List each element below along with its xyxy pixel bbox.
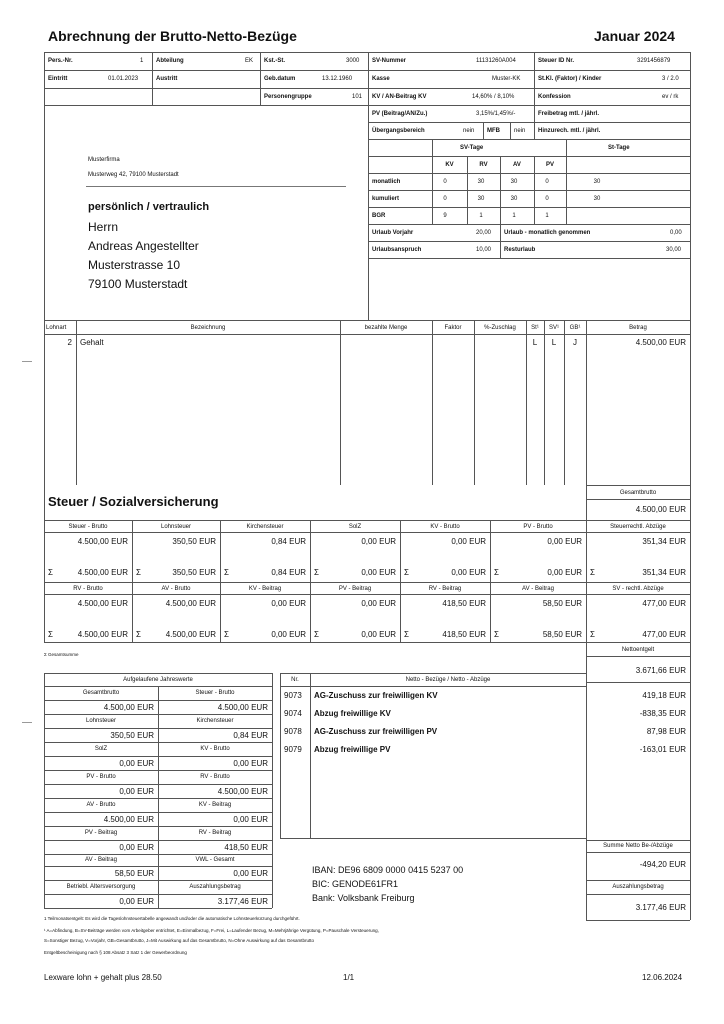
jw-label: RV - Brutto xyxy=(200,774,230,780)
recipient-salutation: Herrn xyxy=(88,220,119,234)
sigma: Σ xyxy=(314,568,319,577)
jahreswerte-title: Aufgelaufene Jahreswerte xyxy=(123,677,193,683)
jw-value: 418,50 EUR xyxy=(224,843,268,852)
sv-nummer: 11131260A004 xyxy=(476,58,516,64)
sigma: Σ xyxy=(404,568,409,577)
jw-value: 4.500,00 EUR xyxy=(103,703,154,712)
abteilung-label: Abteilung xyxy=(156,58,184,64)
sigma: Σ xyxy=(136,568,141,577)
sv-cell: 0 xyxy=(545,179,549,185)
austritt-label: Austritt xyxy=(156,76,178,82)
col-bezeichnung: Bezeichnung xyxy=(190,325,226,331)
jw-value: 0,84 EUR xyxy=(233,731,268,740)
val-steuer-brutto: 4.500,00 EUR xyxy=(77,537,128,546)
jw-label: AV - Brutto xyxy=(86,802,116,808)
jw-value: 4.500,00 EUR xyxy=(217,703,268,712)
hdr-pv-brutto: PV - Brutto xyxy=(523,524,553,530)
eintritt-label: Eintritt xyxy=(48,76,68,82)
sv-cell: 1 xyxy=(479,213,483,219)
jw-value: 4.500,00 EUR xyxy=(103,815,154,824)
val-rv-brutto: 4.500,00 EUR xyxy=(77,599,128,608)
lohnart-name: Gehalt xyxy=(80,338,104,347)
netto-row-nr: 9074 xyxy=(284,709,302,718)
eintritt: 01.01.2023 xyxy=(108,76,139,82)
jw-label: VWL - Gesamt xyxy=(195,857,235,863)
val-pv-brutto: 0,00 EUR xyxy=(547,537,582,546)
sv-cell: 30 xyxy=(477,196,485,202)
jw-value: 3.177,46 EUR xyxy=(217,897,268,906)
netto-row-text: AG-Zuschuss zur freiwilligen KV xyxy=(314,691,438,700)
resturlaub: 30,00 xyxy=(666,247,682,253)
sum-rv-brutto: 4.500,00 EUR xyxy=(77,630,128,639)
hdr-av-beitrag: AV - Beitrag xyxy=(522,586,554,592)
val-kirchensteuer: 0,84 EUR xyxy=(271,537,306,546)
sigma: Σ xyxy=(590,568,595,577)
sigma: Σ xyxy=(224,568,229,577)
confidential-label: persönlich / vertraulich xyxy=(88,201,210,213)
lohnart-sv: L xyxy=(551,338,557,347)
sv-col-pv: PV xyxy=(545,162,554,168)
netto-row-value: 87,98 EUR xyxy=(646,727,686,736)
lohnart-betrag: 4.500,00 EUR xyxy=(635,338,686,347)
sum-note: Σ Gesamtsumme xyxy=(44,652,79,657)
sigma: Σ xyxy=(224,630,229,639)
jw-label: Kirchensteuer xyxy=(196,718,234,724)
sv-cell: 1 xyxy=(512,213,516,219)
geb-label: Geb.datum xyxy=(264,76,296,82)
sv-col-av: AV xyxy=(513,162,521,168)
steuer-id-label: Steuer ID Nr. xyxy=(538,58,575,64)
netto-row-value: -838,35 EUR xyxy=(639,709,686,718)
val-kv-beitrag: 0,00 EUR xyxy=(271,599,306,608)
sum-pv-beitrag: 0,00 EUR xyxy=(361,630,396,639)
netto-title: Netto - Bezüge / Netto - Abzüge xyxy=(405,677,491,683)
hdr-steuer-brutto: Steuer - Brutto xyxy=(68,524,108,530)
jw-value: 0,00 EUR xyxy=(233,869,268,878)
netto-row-text: AG-Zuschuss zur freiwilligen PV xyxy=(314,727,438,736)
hdr-kv-brutto: KV - Brutto xyxy=(430,524,460,530)
sum-sv-rechtl: 477,00 EUR xyxy=(642,630,686,639)
sv-cell: 0 xyxy=(545,196,549,202)
sigma: Σ xyxy=(48,630,53,639)
bank-iban: IBAN: DE96 6809 0000 0415 5237 00 xyxy=(312,865,464,875)
col-lohnart: Lohnart xyxy=(46,325,67,331)
footnote: Entgeltbescheinigung nach § 108 Absatz 3 Satz 1 der Gewerbeordnung xyxy=(44,950,187,955)
footer-software: Lexware lohn + gehalt plus 28.50 xyxy=(44,973,162,982)
uebergang: nein xyxy=(463,128,475,134)
hdr-lohnsteuer: Lohnsteuer xyxy=(160,524,192,530)
hdr-pv-beitrag: PV - Beitrag xyxy=(338,586,372,592)
mfb-label: MFB xyxy=(487,128,500,134)
netto-row-value: 419,18 EUR xyxy=(642,691,686,700)
sv-cell: 30 xyxy=(477,179,485,185)
urlaub-genommen: 0,00 xyxy=(670,230,682,236)
jw-label: Gesamtbrutto xyxy=(82,690,120,696)
kst: 3000 xyxy=(346,58,360,64)
urlaubsanspruch: 10,00 xyxy=(476,247,492,253)
urlaub-genommen-label: Urlaub - monatlich genommen xyxy=(504,230,591,236)
sv-tage-title: SV-Tage xyxy=(460,145,484,151)
bank-bic: BIC: GENODE61FR1 xyxy=(312,879,399,889)
konfession: ev / rk xyxy=(662,94,679,100)
jw-value: 0,00 EUR xyxy=(119,787,154,796)
steuer-id: 3291456879 xyxy=(637,58,671,64)
val-kv-brutto: 0,00 EUR xyxy=(451,537,486,546)
sigma: Σ xyxy=(494,568,499,577)
stkl: 3 / 2.0 xyxy=(662,76,679,82)
sum-steuer-brutto: 4.500,00 EUR xyxy=(77,568,128,577)
urlaubsanspruch-label: Urlaubsanspruch xyxy=(372,247,422,253)
auszahlung-label: Auszahlungsbetrag xyxy=(612,884,664,890)
jw-label: PV - Beitrag xyxy=(84,830,118,836)
val-av-beitrag: 58,50 EUR xyxy=(542,599,582,608)
sv-col-kv: KV xyxy=(445,162,454,168)
summe-netto-label: Summe Netto Be-/Abzüge xyxy=(603,843,673,849)
geb: 13.12.1960 xyxy=(322,76,353,82)
sigma: Σ xyxy=(136,630,141,639)
netto-row-text: Abzug freiwillige KV xyxy=(314,709,391,718)
col-gb: GB¹ xyxy=(569,325,581,331)
summe-netto-value: -494,20 EUR xyxy=(639,860,686,869)
st-cell: 30 xyxy=(593,196,601,202)
kasse-label: Kasse xyxy=(372,76,390,82)
lohnart-st: L xyxy=(532,338,538,347)
jw-label: KV - Brutto xyxy=(200,746,230,752)
recipient-city: 79100 Musterstadt xyxy=(88,277,188,291)
gesamtbrutto-label: Gesamtbrutto xyxy=(619,490,657,496)
company-street: Musterweg 42, 79100 Musterstadt xyxy=(88,172,179,178)
jw-value: 0,00 EUR xyxy=(119,759,154,768)
sigma: Σ xyxy=(314,630,319,639)
val-lohnsteuer: 350,50 EUR xyxy=(172,537,216,546)
lohnart-nr: 2 xyxy=(67,338,72,347)
recipient-street: Musterstrasse 10 xyxy=(88,258,181,272)
sv-cell: 9 xyxy=(443,213,447,219)
sigma: Σ xyxy=(494,630,499,639)
kv-label: KV / AN-Beitrag KV xyxy=(372,94,427,100)
stkl-label: St.Kl. (Faktor) / Kinder xyxy=(538,76,602,82)
jw-value: 58,50 EUR xyxy=(114,869,154,878)
sum-kirchensteuer: 0,84 EUR xyxy=(271,568,306,577)
hdr-solz: SolZ xyxy=(348,524,362,530)
jw-label: AV - Beitrag xyxy=(85,857,117,863)
val-steuerrechtl: 351,34 EUR xyxy=(642,537,686,546)
lohnart-gb: J xyxy=(573,338,577,347)
sum-kv-brutto: 0,00 EUR xyxy=(451,568,486,577)
sv-cell: 0 xyxy=(443,196,447,202)
netto-row-nr: 9073 xyxy=(284,691,302,700)
nettoentgelt-label: Nettoentgelt xyxy=(621,647,655,653)
netto-row-nr: 9079 xyxy=(284,745,302,754)
st-cell: 30 xyxy=(593,179,601,185)
sum-rv-beitrag: 418,50 EUR xyxy=(442,630,486,639)
jw-label: KV - Beitrag xyxy=(198,802,232,808)
jw-label: Lohnsteuer xyxy=(85,718,117,724)
jw-value: 0,00 EUR xyxy=(119,843,154,852)
col-sv: SV¹ xyxy=(548,325,559,331)
col-menge: bezahlte Menge xyxy=(364,325,408,331)
val-sv-rechtl: 477,00 EUR xyxy=(642,599,686,608)
val-solz: 0,00 EUR xyxy=(361,537,396,546)
hdr-steuerrechtl: Steuerrechtl. Abzüge xyxy=(610,524,666,530)
uebergang-label: Übergangsbereich xyxy=(372,128,425,134)
sv-cell: 30 xyxy=(510,179,518,185)
sum-av-brutto: 4.500,00 EUR xyxy=(165,630,216,639)
footnote: ¹ A=Abfindung, B=SV-Beiträge werden vom Arbeitgeber entrichtet, E=Einmalbezug, F=Frei, L=Laufender Bezug, M=Mehrjährige Vergütung, P=Pauschale Versteuerung, xyxy=(44,928,379,933)
jw-value: 4.500,00 EUR xyxy=(217,787,268,796)
val-rv-beitrag: 418,50 EUR xyxy=(442,599,486,608)
sum-pv-brutto: 0,00 EUR xyxy=(547,568,582,577)
val-pv-beitrag: 0,00 EUR xyxy=(361,599,396,608)
col-st: St¹ xyxy=(531,325,539,331)
recipient-name: Andreas Angestellter xyxy=(88,239,199,253)
sigma: Σ xyxy=(404,630,409,639)
freibetrag-label: Freibetrag mtl. / jährl. xyxy=(538,111,600,117)
jw-label: SolZ xyxy=(94,746,108,752)
sigma: Σ xyxy=(590,630,595,639)
page-title: Abrechnung der Brutto-Netto-Bezüge xyxy=(48,28,297,44)
kst-label: Kst.-St. xyxy=(264,58,285,64)
sum-av-beitrag: 58,50 EUR xyxy=(542,630,582,639)
auszahlung-value: 3.177,46 EUR xyxy=(635,903,686,912)
jw-label: Betriebl. Altersversorgung xyxy=(66,884,136,890)
abteilung: EK xyxy=(245,58,254,64)
hdr-kv-beitrag: KV - Beitrag xyxy=(248,586,282,592)
jw-label: RV - Beitrag xyxy=(198,830,232,836)
sv-row-label: monatlich xyxy=(372,179,401,185)
st-tage-title: St-Tage xyxy=(608,145,630,151)
sum-solz: 0,00 EUR xyxy=(361,568,396,577)
pers-nr-label: Pers.-Nr. xyxy=(48,58,73,64)
hdr-rv-beitrag: RV - Beitrag xyxy=(428,586,462,592)
fold-mark xyxy=(22,722,32,723)
footer-date: 12.06.2024 xyxy=(642,973,683,982)
netto-row-text: Abzug freiwillige PV xyxy=(314,745,391,754)
col-betrag: Betrag xyxy=(629,325,647,331)
fold-mark xyxy=(22,361,32,362)
company-name: Musterfirma xyxy=(88,157,120,163)
footnote: 1 Teilmonatsentgelt: Es wird die Tageslohnsteuertabelle angewandt und/oder die automatische Lohnsteuerkürzung durchgeführt. xyxy=(44,916,300,921)
hinzurech-label: Hinzurech. mtl. / jährl. xyxy=(538,128,601,134)
sum-kv-beitrag: 0,00 EUR xyxy=(271,630,306,639)
resturlaub-label: Resturlaub xyxy=(504,247,536,253)
sv-col-rv: RV xyxy=(479,162,488,168)
pers-nr: 1 xyxy=(140,58,144,64)
mfb: nein xyxy=(514,128,526,134)
sigma: Σ xyxy=(48,568,53,577)
konfession-label: Konfession xyxy=(538,94,571,100)
sv-row-label: BGR xyxy=(372,213,386,219)
netto-row-nr: 9078 xyxy=(284,727,302,736)
steuer-sv-title: Steuer / Sozialversicherung xyxy=(48,494,219,509)
pv: 3,15%/1,45%/- xyxy=(476,111,516,117)
kasse: Muster-KK xyxy=(492,76,521,82)
hdr-kirchensteuer: Kirchensteuer xyxy=(246,524,284,530)
netto-nr-header: Nr. xyxy=(291,677,299,683)
urlaub-vorjahr: 20,00 xyxy=(476,230,492,236)
val-av-brutto: 4.500,00 EUR xyxy=(165,599,216,608)
footnote: S=Sonstiger Bezug, V=Vorjahr, GB=Gesamtbrutto, J=Mit Auswirkung auf das Gesamtbrutto, N=Ohne Auswirkung auf das Gesamtbrutto xyxy=(44,938,315,943)
jw-value: 0,00 EUR xyxy=(233,815,268,824)
nettoentgelt-value: 3.671,66 EUR xyxy=(635,666,686,675)
personengruppe-label: Personengruppe xyxy=(264,94,312,100)
urlaub-vorjahr-label: Urlaub Vorjahr xyxy=(372,230,414,236)
jw-label: PV - Brutto xyxy=(86,774,116,780)
hdr-rv-brutto: RV - Brutto xyxy=(73,586,103,592)
kv: 14,60% / 8,10% xyxy=(472,94,515,100)
sum-steuerrechtl: 351,34 EUR xyxy=(642,568,686,577)
jw-value: 0,00 EUR xyxy=(119,897,154,906)
hdr-av-brutto: AV - Brutto xyxy=(161,586,191,592)
jw-label: Steuer - Brutto xyxy=(195,690,235,696)
footer-page: 1/1 xyxy=(343,973,355,982)
jw-value: 0,00 EUR xyxy=(233,759,268,768)
hdr-sv-rechtl: SV - rechtl. Abzüge xyxy=(612,586,664,592)
sv-row-label: kumuliert xyxy=(372,196,400,202)
col-faktor: Faktor xyxy=(444,325,462,331)
col-zuschlag: %-Zuschlag xyxy=(484,325,516,331)
bank-name: Bank: Volksbank Freiburg xyxy=(312,893,415,903)
jw-label: Auszahlungsbetrag xyxy=(189,884,241,890)
netto-row-value: -163,01 EUR xyxy=(639,745,686,754)
sum-lohnsteuer: 350,50 EUR xyxy=(172,568,216,577)
sv-cell: 30 xyxy=(510,196,518,202)
period: Januar 2024 xyxy=(594,28,675,44)
pv-label: PV (Beitrag/AN/Zu.) xyxy=(372,111,428,117)
personengruppe: 101 xyxy=(352,94,363,100)
gesamtbrutto-value: 4.500,00 EUR xyxy=(635,505,686,514)
sv-cell: 0 xyxy=(443,179,447,185)
jw-value: 350,50 EUR xyxy=(110,731,154,740)
sv-cell: 1 xyxy=(545,213,549,219)
sv-nummer-label: SV-Nummer xyxy=(372,58,407,64)
